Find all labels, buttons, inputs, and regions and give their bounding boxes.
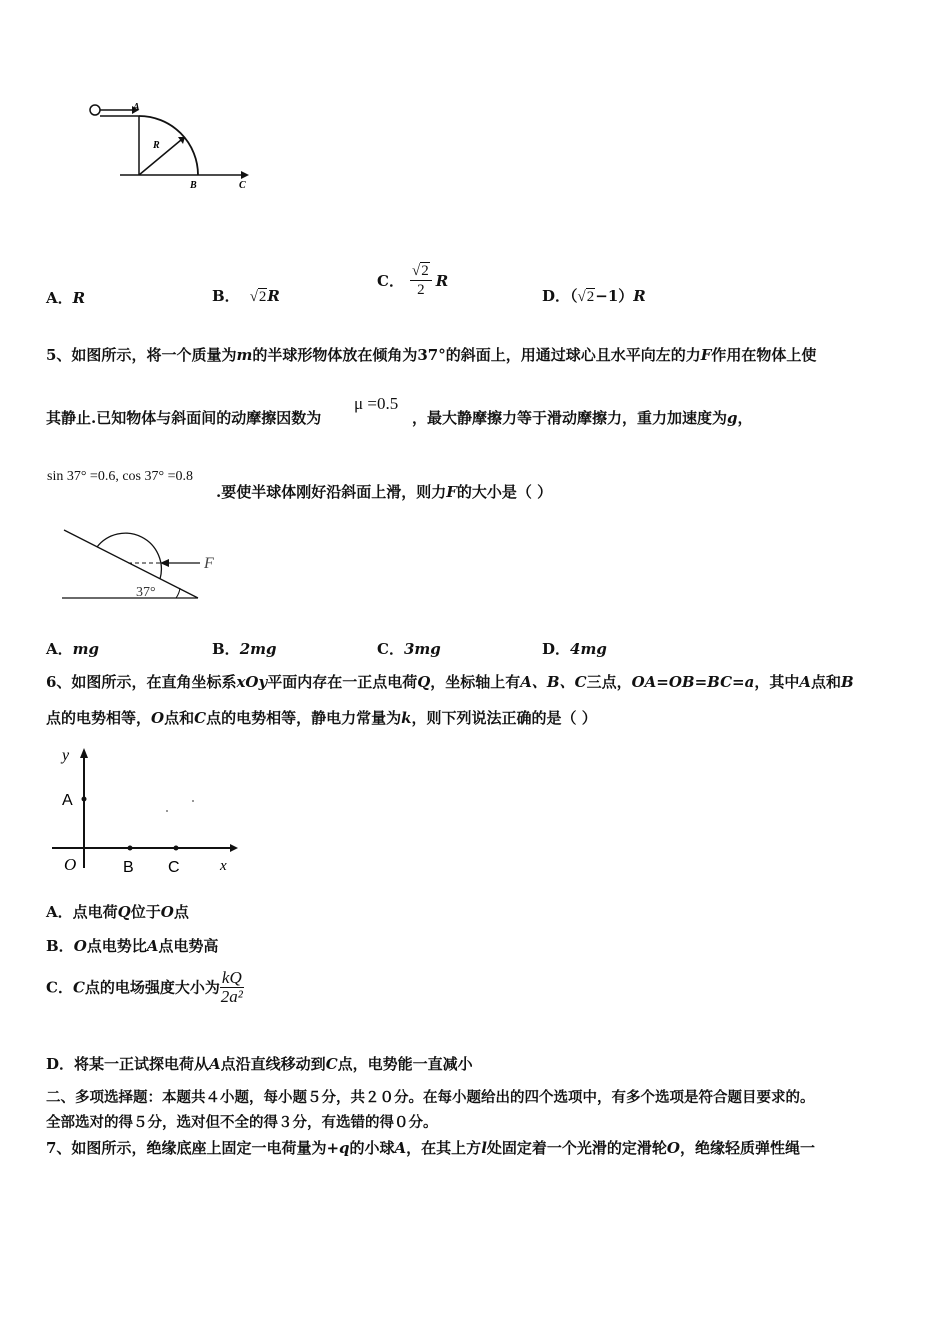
sqrt-symbol: √2 xyxy=(411,263,429,279)
text: 点的电场强度大小为 xyxy=(84,978,220,997)
q4-quarter-circle-figure xyxy=(86,100,266,195)
var-a: A xyxy=(209,1055,221,1073)
text: 的小球 xyxy=(349,1139,395,1157)
option-value: mg xyxy=(72,640,100,658)
section2-line2: 全部选对的得５分，选对但不全的得３分，有选错的得０分。 xyxy=(46,1114,438,1131)
q6-line1 xyxy=(46,672,854,692)
option-value: 2mg xyxy=(239,640,277,658)
text: 点电荷 xyxy=(72,903,118,921)
text: ，坐标轴上有 xyxy=(430,673,521,691)
equation: OA=OB=BC=a xyxy=(631,673,755,691)
var-o: O xyxy=(666,1139,680,1157)
option-letter: B． xyxy=(212,640,240,658)
text: 将某一正试探电荷从 xyxy=(74,1055,210,1073)
q5-line1 xyxy=(46,345,816,365)
text: 的半球形物体放在倾角为37°的斜面上，用通过球心且水平向左的力 xyxy=(252,346,701,364)
var-l: l xyxy=(481,1139,487,1157)
text: 点和 xyxy=(164,709,195,727)
q4-option-a[interactable] xyxy=(46,287,85,308)
var-a: A xyxy=(146,937,159,955)
text: 三点， xyxy=(586,673,632,691)
option-letter: D． xyxy=(542,640,571,658)
option-value: R xyxy=(267,287,280,305)
option-letter: B． xyxy=(212,287,240,305)
var-c: C xyxy=(325,1055,338,1073)
minus-one: −1） xyxy=(595,287,634,305)
text: 5、如图所示，将一个质量为 xyxy=(46,346,237,364)
q6-option-d[interactable] xyxy=(46,1054,473,1074)
option-letter: C． xyxy=(377,640,404,658)
text: ，在其上方 xyxy=(406,1139,482,1157)
q5-incline-figure xyxy=(56,522,226,604)
fraction-denominator: 2a² xyxy=(220,987,243,1006)
text: 点电势高 xyxy=(158,937,219,955)
fig5-angle-label: 37° xyxy=(136,585,156,600)
text: 7、如图所示，绝缘底座上固定一电荷量为+ xyxy=(46,1139,340,1157)
fraction-numerator: kQ xyxy=(221,968,242,987)
q4-option-d[interactable] xyxy=(542,285,646,306)
q6-coordinate-figure xyxy=(50,744,240,879)
text: 点，电势能一直减小 xyxy=(337,1055,473,1073)
text: 点电势比 xyxy=(86,937,147,955)
fraction-numerator xyxy=(410,262,432,281)
fig5-force-label: F xyxy=(204,555,214,572)
q5-trig: sin 37° =0.6, cos 37° =0.8 xyxy=(47,469,193,484)
option-value: R xyxy=(633,287,646,305)
var-a: A xyxy=(394,1139,407,1157)
fig6-label-o: O xyxy=(64,855,77,874)
q7-line1 xyxy=(46,1138,815,1158)
var-q: q xyxy=(339,1139,350,1157)
text: 作用在物体上使 xyxy=(711,346,817,364)
q5-line2 xyxy=(46,408,321,428)
option-letter: A． xyxy=(46,289,73,307)
q5-option-a[interactable] xyxy=(46,638,99,659)
q6-option-a[interactable] xyxy=(46,902,189,922)
option-value: 4mg xyxy=(570,640,607,658)
q5-mu: μ =0.5 xyxy=(354,394,399,413)
text: ，其中 xyxy=(754,673,800,691)
text: 点的电势相等， xyxy=(46,709,152,727)
sqrt-radicand: 2 xyxy=(421,263,429,279)
var-q: Q xyxy=(117,903,131,921)
text: 位于 xyxy=(130,903,161,921)
option-value: R xyxy=(72,289,86,307)
q5-line3 xyxy=(216,482,552,502)
var-f: F xyxy=(700,346,712,364)
option-letter: D． xyxy=(542,287,571,305)
fig6-label-a: A xyxy=(62,792,73,809)
text: 处固定着一个光滑的定滑轮 xyxy=(486,1139,667,1157)
q4-option-c[interactable] xyxy=(377,262,448,299)
q4-option-b[interactable] xyxy=(212,285,280,306)
q6-line2 xyxy=(46,708,597,728)
fig6-label-y: y xyxy=(62,747,70,764)
text: 点的电势相等，静电力常量为 xyxy=(206,709,402,727)
sqrt-symbol: √2 xyxy=(249,289,267,305)
sqrt-symbol: √2 xyxy=(577,289,595,305)
option-letter: C． xyxy=(46,978,73,997)
q5-option-b[interactable] xyxy=(212,638,276,659)
var-q: Q xyxy=(417,673,431,691)
fig4-label-b: B xyxy=(190,180,197,191)
option-letter: B． xyxy=(46,937,74,955)
text: ，最大静摩擦力等于滑动摩擦力，重力加速度为 xyxy=(412,409,728,427)
var-o: O xyxy=(160,903,174,921)
var-k: k xyxy=(401,709,412,727)
option-value: R xyxy=(435,271,449,290)
q5-option-c[interactable] xyxy=(377,638,441,659)
fig6-label-x: x xyxy=(220,858,227,874)
fig6-label-c: C xyxy=(168,859,180,876)
option-letter: A． xyxy=(46,640,73,658)
fraction-denominator: 2 xyxy=(417,282,425,298)
text: ，绝缘轻质弹性绳一 xyxy=(679,1139,815,1157)
var-m: m xyxy=(236,346,253,364)
var-f: F xyxy=(446,483,457,501)
text: 点 xyxy=(173,903,189,921)
var-o: O xyxy=(73,937,87,955)
section2-line1: 二、多项选择题：本题共４小题，每小题５分，共２０分。在每小题给出的四个选项中，有多个选项是符合题目要求的。 xyxy=(46,1089,815,1106)
sqrt-radicand: 2 xyxy=(258,289,267,305)
text: 的大小是（ ） xyxy=(456,483,553,501)
fraction xyxy=(220,969,244,1006)
text: 点和 xyxy=(811,673,842,691)
text: 点沿直线移动到 xyxy=(220,1055,326,1073)
sqrt-radicand: 2 xyxy=(586,289,595,305)
option-letter: D． xyxy=(46,1055,75,1073)
text: 6、如图所示，在直角坐标系 xyxy=(46,673,237,691)
option-value: 3mg xyxy=(403,640,441,658)
var-b: B xyxy=(841,673,854,691)
fraction xyxy=(410,262,432,299)
q6-option-c[interactable] xyxy=(46,969,244,1006)
var-abc: A、B、C xyxy=(520,673,587,691)
text: ， xyxy=(737,409,753,427)
q5-line2-rest xyxy=(412,408,753,428)
text: ，则下列说法正确的是（ ） xyxy=(411,709,597,727)
open-paren: （ xyxy=(570,287,578,305)
var-g: g xyxy=(727,409,738,427)
option-letter: A． xyxy=(46,903,73,921)
var-xoy: xOy xyxy=(236,673,268,691)
option-letter: C． xyxy=(377,272,404,290)
q5-option-d[interactable] xyxy=(542,638,607,659)
text: .要使半球体刚好沿斜面上滑，则力 xyxy=(216,483,447,501)
var-o: O xyxy=(151,709,165,727)
var-a: A xyxy=(799,673,812,691)
q6-option-b[interactable] xyxy=(46,936,218,956)
fig6-label-b: B xyxy=(123,859,134,876)
fig4-label-a: A xyxy=(133,102,140,113)
var-c: C xyxy=(194,709,207,727)
text: 其静止.已知物体与斜面间的动摩擦因数为 xyxy=(46,409,322,427)
text: 平面内存在一正点电荷 xyxy=(267,673,418,691)
var-c: C xyxy=(72,978,85,997)
fig4-label-c: C xyxy=(239,180,246,191)
fig4-label-r: R xyxy=(153,140,160,151)
